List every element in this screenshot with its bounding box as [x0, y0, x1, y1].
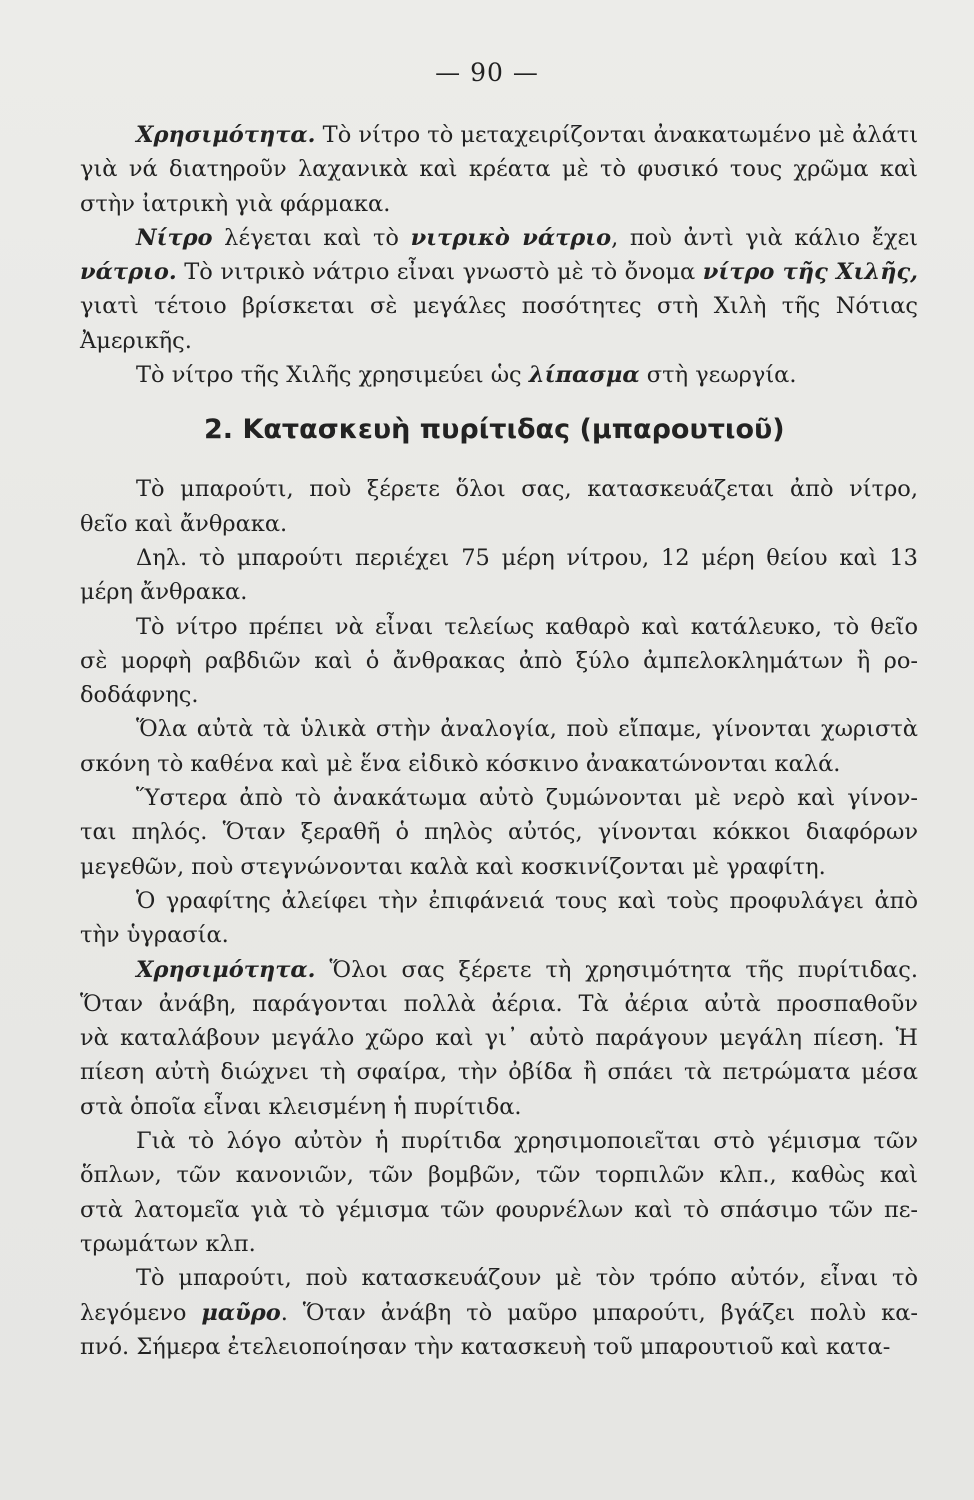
text-run: σκόνη τὸ καθένα καὶ μὲ ἕνα εἰδικὸ κόσκινο ἀνακατώνονται καλά. [80, 750, 841, 777]
text-run: ὅπλων, τῶν κανονιῶν, τῶν βομβῶν, τῶν τορπιλῶν κλπ., καθὼς καὶ [80, 1162, 918, 1189]
text-line [80, 187, 918, 221]
emphasized-text: νίτρο τῆς Χιλῆς, [702, 259, 918, 286]
text-line [80, 850, 918, 884]
text-run: μεγεθῶν, ποὺ στεγνώνονται καλὰ καὶ κοσκινίζονται μὲ γραφίτη. [80, 853, 826, 880]
section-after-heading [80, 472, 918, 1364]
text-run: στὴν ἰατρικὴ γιὰ φάρμακα. [80, 190, 391, 217]
text-line [80, 507, 918, 541]
page-body [80, 118, 918, 1364]
text-line [80, 987, 918, 1021]
text-line [80, 255, 918, 289]
text-run: Ὅλοι σας ξέρετε τὴ χρησιμότητα τῆς πυρίτιδας. [315, 956, 918, 983]
text-line [80, 1124, 918, 1158]
text-run: νὰ καταλάβουν μεγάλο χῶρο καὶ γι᾿ αὐτὸ παράγουν μεγάλη πίεση. Ἡ [80, 1025, 918, 1052]
text-line [80, 1227, 918, 1261]
text-run: Τὸ νίτρο τῆς Χιλῆς χρησιμεύει ὡς [136, 362, 529, 389]
text-line [80, 747, 918, 781]
text-run: Ὁ γραφίτης ἀλείφει τὴν ἐπιφάνειά τους καὶ τοὺς προφυλάγει ἀπὸ [136, 887, 918, 914]
text-line [80, 324, 918, 358]
text-run: Γιὰ τὸ λόγο αὐτὸν ἡ πυρίτιδα χρησιμοποιεῖται στὸ γέμισμα τῶν [136, 1128, 918, 1155]
text-line [80, 541, 918, 575]
text-line [80, 152, 918, 186]
text-line [80, 1261, 918, 1295]
text-line [80, 815, 918, 849]
text-run: στὴ γεωργία. [639, 362, 797, 389]
emphasized-text: Νίτρο [136, 224, 213, 251]
text-run: λέγεται καὶ τὸ [212, 224, 411, 251]
emphasized-text: νιτρικὸ νάτριο [410, 224, 612, 251]
text-run: πίεση αὐτὴ διώχνει τὴ σφαίρα, τὴν ὀβίδα ἢ σπάει τὰ πετρώματα μέσα [80, 1059, 918, 1086]
text-run: Τὸ μπαρούτι, ποὺ ξέρετε ὅλοι σας, κατασκευάζεται ἀπὸ νίτρο, [136, 476, 918, 503]
text-run: Δηλ. τὸ μπαρούτι περιέχει 75 μέρη νίτρου, 12 μέρη θείου καὶ 13 [136, 544, 918, 571]
text-line [80, 1158, 918, 1192]
text-run: τρωμάτων κλπ. [80, 1230, 256, 1257]
text-run: Τὸ μπαρούτι, ποὺ κατασκευάζουν μὲ τὸν τρόπο αὐτόν, εἶναι τὸ [136, 1265, 918, 1292]
text-line [80, 575, 918, 609]
text-run: Ὅταν ἀνάβη, παράγονται πολλὰ ἀέρια. Τὰ ἀέρια αὐτὰ προσπαθοῦν [80, 990, 918, 1017]
emphasized-text: μαῦρο [201, 1299, 281, 1326]
text-run: Ὅλα αὐτὰ τὰ ὑλικὰ στὴν ἀναλογία, ποὺ εἴπαμε, γίνονται χωριστὰ [136, 716, 918, 743]
text-run: γιατὶ τέτοιο βρίσκεται σὲ μεγάλες ποσότητες στὴ Χιλὴ τῆς Νότιας [80, 293, 918, 320]
text-line [80, 1296, 918, 1330]
section-before-heading [80, 118, 918, 392]
text-line [80, 644, 918, 678]
text-line [80, 678, 918, 712]
text-run: Τὸ νίτρο τὸ μεταχειρίζονται ἀνακατωμένο μὲ ἀλάτι [315, 122, 919, 148]
text-run: θεῖο καὶ ἄνθρακα. [80, 510, 288, 537]
text-line [80, 1055, 918, 1089]
text-run: στὰ ὁποῖα εἶναι κλεισμένη ἡ πυρίτιδα. [80, 1093, 522, 1120]
text-line [80, 289, 918, 323]
text-run: τὴν ὑγρασία. [80, 922, 229, 949]
text-line [80, 953, 918, 987]
text-line [80, 472, 918, 506]
text-run: , ποὺ ἀντὶ γιὰ κάλιο ἔχει [611, 224, 918, 251]
text-line [80, 221, 918, 255]
text-line [80, 712, 918, 746]
text-run: μέρη ἄνθρακα. [80, 579, 248, 606]
text-run: πνό. Σήμερα ἐτελειοποίησαν τὴν κατασκευὴ τοῦ μπαρουτιοῦ καὶ κατα- [80, 1333, 891, 1360]
text-line [80, 358, 918, 392]
text-run: δοδάφνης. [80, 682, 199, 709]
text-run: Τὸ νιτρικὸ νάτριο εἶναι γνωστὸ μὲ τὸ ὄνομα [176, 259, 703, 286]
text-line [80, 1330, 918, 1364]
text-run: Ἀμερικῆς. [80, 327, 192, 354]
section-heading: 2. Κατασκευὴ πυρίτιδας (μπαρουτιοῦ) [204, 414, 785, 446]
emphasized-text: νάτριο. [80, 259, 177, 286]
text-run: γιὰ νά διατηροῦν λαχανικὰ καὶ κρέατα μὲ τὸ φυσικό τους χρῶμα καὶ [80, 156, 918, 183]
text-line [80, 781, 918, 815]
text-line [80, 1193, 918, 1227]
emphasized-text: Χρησιμότητα. [136, 122, 316, 148]
text-run: σὲ μορφὴ ραβδιῶν καὶ ὁ ἄνθρακας ἀπὸ ξύλο ἀμπελοκλημάτων ἢ ρο- [80, 647, 918, 674]
page-number: — 90 — [435, 58, 539, 87]
text-run: ται πηλός. Ὅταν ξεραθῆ ὁ πηλὸς αὐτός, γίνονται κόκκοι διαφόρων [80, 819, 918, 846]
text-line [80, 1021, 918, 1055]
text-line [80, 1090, 918, 1124]
text-run: λεγόμενο [80, 1299, 202, 1326]
emphasized-text: λίπασμα [528, 362, 640, 389]
text-line [80, 884, 918, 918]
text-line [80, 918, 918, 952]
text-run: Ὕστερα ἀπὸ τὸ ἀνακάτωμα αὐτὸ ζυμώνονται μὲ νερὸ καὶ γίνον- [136, 785, 918, 812]
text-run: Τὸ νίτρο πρέπει νὰ εἶναι τελείως καθαρὸ καὶ κατάλευκο, τὸ θεῖο [136, 613, 918, 640]
text-run: . Ὅταν ἀνάβη τὸ μαῦρο μπαρούτι, βγάζει πολὺ κα- [280, 1299, 918, 1326]
text-line [80, 610, 918, 644]
emphasized-text: Χρησιμότητα. [136, 956, 316, 983]
text-line [80, 118, 918, 152]
text-run: στὰ λατομεῖα γιὰ τὸ γέμισμα τῶν φουρνέλων καὶ τὸ σπάσιμο τῶν πε- [80, 1196, 918, 1223]
